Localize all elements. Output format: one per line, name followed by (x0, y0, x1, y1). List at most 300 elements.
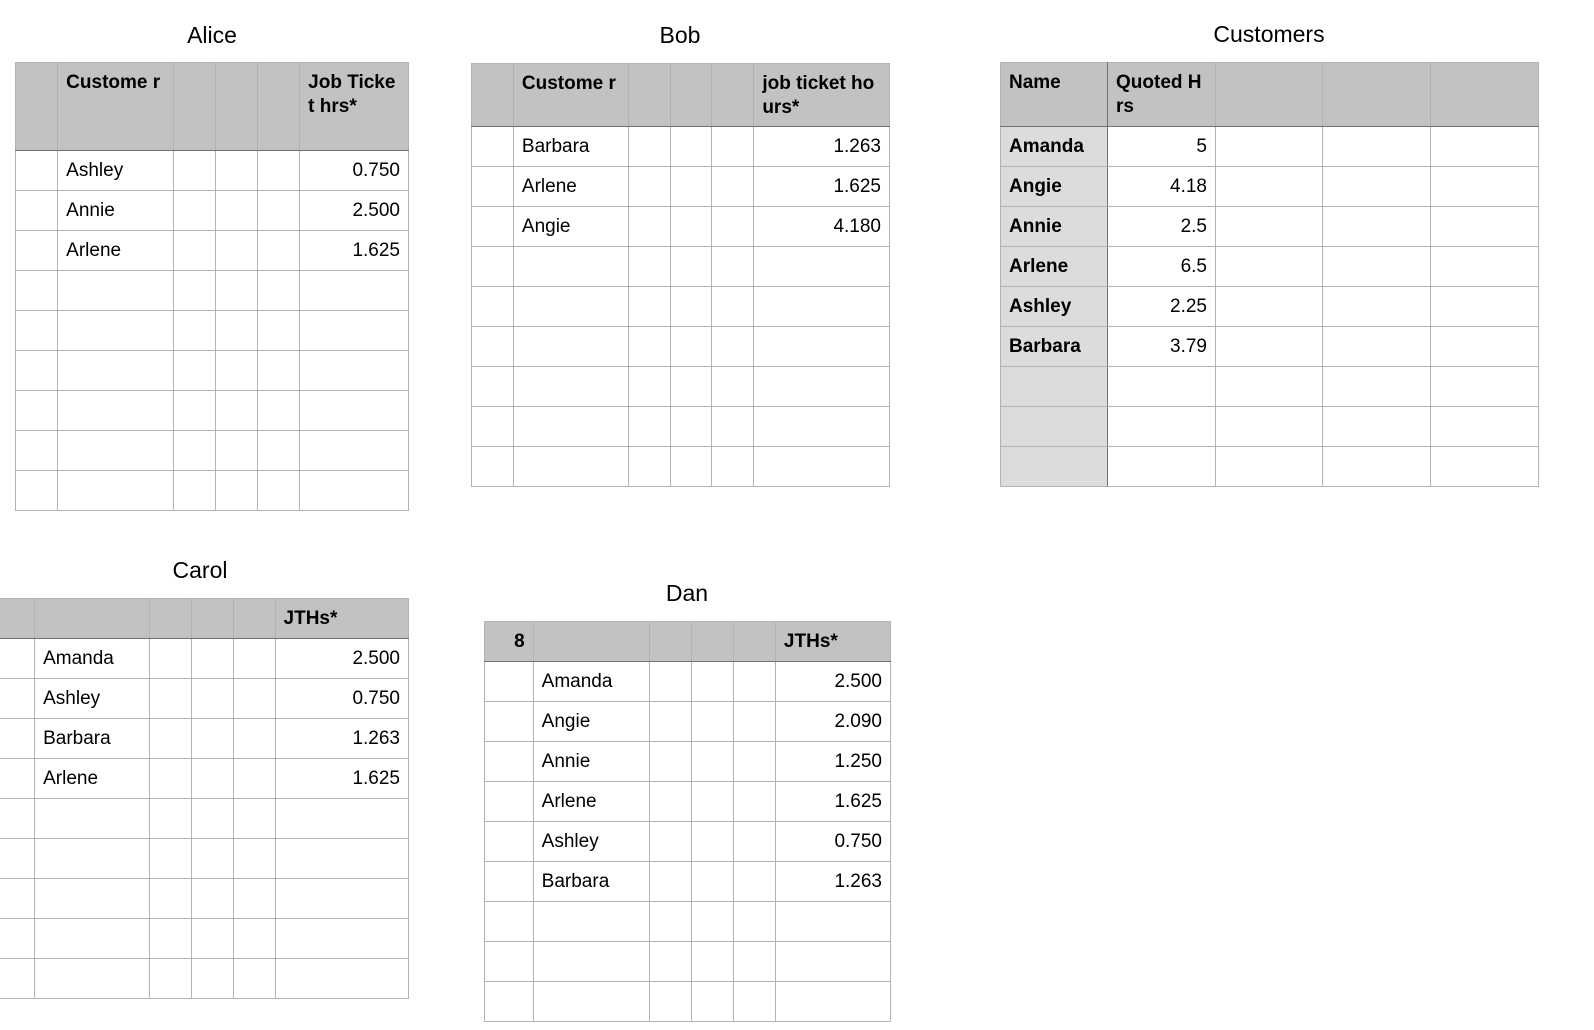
dan-empty-cell[interactable] (733, 782, 775, 822)
carol-customer-cell[interactable]: Amanda (35, 639, 150, 679)
carol-header-row (0, 599, 409, 639)
customers-name-cell[interactable] (1001, 447, 1108, 487)
carol-empty-cell[interactable] (233, 919, 275, 959)
dan-empty-cell[interactable] (691, 942, 733, 982)
carol-empty-cell[interactable] (0, 959, 35, 999)
carol-empty-cell[interactable] (233, 959, 275, 999)
customers-empty-cell[interactable] (1431, 207, 1539, 247)
customers-quoted-cell[interactable] (1108, 447, 1216, 487)
alice-hours-cell[interactable] (300, 311, 409, 351)
carol-empty-cell[interactable] (149, 719, 191, 759)
alice-empty-cell[interactable] (173, 471, 215, 511)
dan-customer-cell[interactable] (533, 982, 649, 1022)
bob-empty-cell[interactable] (712, 407, 754, 447)
bob-hours-cell[interactable] (754, 287, 890, 327)
carol-empty-cell[interactable] (233, 879, 275, 919)
customers-empty-cell[interactable] (1216, 367, 1323, 407)
bob-empty-cell[interactable] (712, 127, 754, 167)
bob-hours-cell[interactable]: 1.263 (754, 127, 890, 167)
carol-hours-cell[interactable] (275, 879, 408, 919)
dan-col-header-3[interactable] (691, 622, 733, 662)
dan-empty-cell[interactable] (733, 942, 775, 982)
bob-col-header-0[interactable] (472, 64, 514, 127)
alice-hours-cell[interactable] (300, 391, 409, 431)
customers-empty-cell[interactable] (1216, 287, 1323, 327)
dan-empty-cell[interactable] (691, 782, 733, 822)
dan-empty-cell[interactable] (733, 982, 775, 1022)
dan-empty-cell[interactable] (485, 782, 534, 822)
alice-hours-cell[interactable] (300, 271, 409, 311)
carol-empty-cell[interactable] (149, 959, 191, 999)
carol-empty-cell[interactable] (0, 759, 35, 799)
customers-col-header-0[interactable]: Name (1001, 63, 1108, 127)
alice-empty-cell[interactable] (215, 271, 257, 311)
customers-name-cell[interactable]: Amanda (1001, 127, 1108, 167)
bob-hours-cell[interactable] (754, 447, 890, 487)
dan-col-header-1[interactable] (533, 622, 649, 662)
carol-empty-cell[interactable] (149, 759, 191, 799)
carol-customer-cell[interactable]: Arlene (35, 759, 150, 799)
dan-empty-cell[interactable] (691, 902, 733, 942)
alice-empty-cell[interactable] (173, 431, 215, 471)
bob-empty-cell[interactable] (670, 447, 712, 487)
bob-title: Bob (659, 22, 701, 48)
dan-col-header-4[interactable] (733, 622, 775, 662)
dan-customer-cell[interactable] (533, 902, 649, 942)
alice-empty-cell[interactable] (215, 391, 257, 431)
bob-empty-cell[interactable] (472, 247, 514, 287)
alice-empty-cell[interactable] (215, 151, 257, 191)
customers-empty-cell[interactable] (1431, 127, 1539, 167)
dan-empty-cell[interactable] (733, 902, 775, 942)
alice-hours-cell[interactable] (300, 471, 409, 511)
bob-empty-cell[interactable] (670, 287, 712, 327)
customers-col-header-2[interactable] (1216, 63, 1323, 127)
carol-hours-cell[interactable] (275, 959, 408, 999)
customers-quoted-cell[interactable]: 2.5 (1108, 207, 1216, 247)
dan-customer-cell[interactable]: Amanda (533, 662, 649, 702)
dan-empty-cell[interactable] (691, 982, 733, 1022)
carol-empty-cell[interactable] (191, 839, 233, 879)
bob-empty-cell[interactable] (712, 287, 754, 327)
dan-empty-cell[interactable] (485, 822, 534, 862)
customers-quoted-cell[interactable]: 6.5 (1108, 247, 1216, 287)
dan-empty-cell[interactable] (649, 662, 691, 702)
alice-empty-cell[interactable] (215, 231, 257, 271)
bob-empty-cell[interactable] (628, 247, 670, 287)
bob-empty-cell[interactable] (670, 127, 712, 167)
dan-customer-cell[interactable]: Angie (533, 702, 649, 742)
dan-empty-cell[interactable] (649, 982, 691, 1022)
alice-table[interactable] (15, 62, 409, 511)
customers-empty-cell[interactable] (1216, 167, 1323, 207)
alice-empty-cell[interactable] (257, 191, 299, 231)
customers-col-header-4[interactable] (1431, 63, 1539, 127)
carol-empty-cell[interactable] (233, 759, 275, 799)
bob-empty-cell[interactable] (670, 367, 712, 407)
bob-table[interactable] (471, 63, 890, 487)
carol-customer-cell[interactable] (35, 799, 150, 839)
alice-empty-cell[interactable] (16, 191, 58, 231)
alice-customer-cell[interactable]: Ashley (58, 151, 173, 191)
dan-empty-cell[interactable] (733, 662, 775, 702)
bob-empty-cell[interactable] (670, 327, 712, 367)
dan-empty-cell[interactable] (733, 822, 775, 862)
alice-hours-cell[interactable]: 1.625 (300, 231, 409, 271)
alice-hours-cell[interactable] (300, 431, 409, 471)
dan-hours-cell[interactable]: 1.625 (775, 782, 890, 822)
dan-empty-cell[interactable] (649, 782, 691, 822)
customers-empty-cell[interactable] (1323, 367, 1431, 407)
customers-name-cell[interactable]: Ashley (1001, 287, 1108, 327)
carol-empty-cell[interactable] (191, 879, 233, 919)
carol-hours-cell[interactable] (275, 799, 408, 839)
bob-empty-cell[interactable] (472, 367, 514, 407)
carol-empty-cell[interactable] (0, 839, 35, 879)
carol-empty-cell[interactable] (149, 879, 191, 919)
alice-empty-cell[interactable] (173, 351, 215, 391)
dan-customer-cell[interactable]: Arlene (533, 782, 649, 822)
dan-empty-cell[interactable] (485, 702, 534, 742)
carol-customer-cell[interactable] (35, 919, 150, 959)
carol-empty-cell[interactable] (233, 679, 275, 719)
carol-empty-cell[interactable] (233, 639, 275, 679)
alice-col-header-4[interactable] (257, 63, 299, 151)
bob-empty-cell[interactable] (628, 447, 670, 487)
alice-customer-cell[interactable] (58, 351, 173, 391)
customers-empty-cell[interactable] (1216, 247, 1323, 287)
dan-hours-cell[interactable]: 0.750 (775, 822, 890, 862)
dan-empty-cell[interactable] (691, 662, 733, 702)
dan-customer-cell[interactable]: Ashley (533, 822, 649, 862)
alice-empty-cell[interactable] (215, 191, 257, 231)
bob-col-header-2[interactable] (628, 64, 670, 127)
alice-empty-cell[interactable] (215, 431, 257, 471)
customers-empty-cell[interactable] (1431, 247, 1539, 287)
dan-empty-cell[interactable] (649, 862, 691, 902)
bob-empty-cell[interactable] (712, 207, 754, 247)
carol-col-header-5[interactable]: JTHs* (275, 599, 408, 639)
customers-quoted-cell[interactable]: 3.79 (1108, 327, 1216, 367)
carol-col-header-3[interactable] (191, 599, 233, 639)
bob-customer-cell[interactable] (513, 447, 628, 487)
carol-empty-cell[interactable] (0, 879, 35, 919)
bob-customer-cell[interactable] (513, 287, 628, 327)
bob-customer-cell[interactable] (513, 367, 628, 407)
customers-name-cell[interactable]: Barbara (1001, 327, 1108, 367)
bob-empty-cell[interactable] (472, 287, 514, 327)
alice-col-header-2[interactable] (173, 63, 215, 151)
alice-customer-cell[interactable]: Arlene (58, 231, 173, 271)
carol-empty-cell[interactable] (191, 959, 233, 999)
carol-hours-cell[interactable]: 1.263 (275, 719, 408, 759)
bob-col-header-3[interactable] (670, 64, 712, 127)
carol-empty-cell[interactable] (191, 719, 233, 759)
bob-empty-cell[interactable] (628, 327, 670, 367)
carol-table[interactable] (0, 598, 409, 999)
bob-empty-cell[interactable] (628, 287, 670, 327)
dan-empty-cell[interactable] (485, 862, 534, 902)
customers-name-cell[interactable]: Arlene (1001, 247, 1108, 287)
dan-hours-cell[interactable]: 1.263 (775, 862, 890, 902)
carol-hours-cell[interactable] (275, 919, 408, 959)
dan-empty-cell[interactable] (485, 982, 534, 1022)
alice-empty-cell[interactable] (16, 271, 58, 311)
carol-hours-cell[interactable]: 0.750 (275, 679, 408, 719)
customers-empty-cell[interactable] (1323, 327, 1431, 367)
alice-empty-cell[interactable] (257, 391, 299, 431)
carol-empty-cell[interactable] (233, 839, 275, 879)
bob-empty-cell[interactable] (472, 327, 514, 367)
dan-empty-cell[interactable] (485, 902, 534, 942)
customers-empty-cell[interactable] (1216, 407, 1323, 447)
carol-hours-cell[interactable]: 1.625 (275, 759, 408, 799)
alice-empty-cell[interactable] (257, 231, 299, 271)
bob-customer-cell[interactable] (513, 407, 628, 447)
alice-empty-cell[interactable] (173, 271, 215, 311)
alice-empty-cell[interactable] (173, 231, 215, 271)
alice-col-header-0[interactable] (16, 63, 58, 151)
customers-empty-cell[interactable] (1323, 407, 1431, 447)
bob-empty-cell[interactable] (628, 127, 670, 167)
dan-table[interactable] (484, 621, 891, 1022)
alice-customer-cell[interactable] (58, 431, 173, 471)
dan-empty-cell[interactable] (733, 702, 775, 742)
alice-empty-cell[interactable] (173, 311, 215, 351)
bob-customer-cell[interactable] (513, 327, 628, 367)
bob-empty-cell[interactable] (472, 167, 514, 207)
customers-col-header-3[interactable] (1323, 63, 1431, 127)
alice-col-header-3[interactable] (215, 63, 257, 151)
carol-empty-cell[interactable] (0, 639, 35, 679)
carol-empty-cell[interactable] (233, 799, 275, 839)
dan-hours-cell[interactable]: 2.500 (775, 662, 890, 702)
bob-empty-cell[interactable] (472, 207, 514, 247)
carol-empty-cell[interactable] (191, 679, 233, 719)
dan-empty-cell[interactable] (691, 862, 733, 902)
carol-empty-cell[interactable] (149, 679, 191, 719)
carol-col-header-2[interactable] (149, 599, 191, 639)
alice-empty-cell[interactable] (215, 351, 257, 391)
bob-hours-cell[interactable]: 4.180 (754, 207, 890, 247)
customers-empty-cell[interactable] (1431, 367, 1539, 407)
bob-hours-cell[interactable] (754, 247, 890, 287)
alice-empty-cell[interactable] (16, 351, 58, 391)
bob-customer-cell[interactable]: Arlene (513, 167, 628, 207)
customers-empty-cell[interactable] (1431, 167, 1539, 207)
alice-empty-cell[interactable] (257, 471, 299, 511)
dan-empty-cell[interactable] (733, 862, 775, 902)
bob-customer-cell[interactable]: Barbara (513, 127, 628, 167)
alice-empty-cell[interactable] (16, 151, 58, 191)
alice-empty-cell[interactable] (215, 471, 257, 511)
bob-empty-cell[interactable] (712, 247, 754, 287)
bob-col-header-5[interactable]: job ticket hours* (754, 64, 890, 127)
customers-name-cell[interactable] (1001, 407, 1108, 447)
customers-empty-cell[interactable] (1216, 327, 1323, 367)
alice-empty-cell[interactable] (16, 391, 58, 431)
dan-empty-cell[interactable] (649, 702, 691, 742)
carol-empty-cell[interactable] (149, 639, 191, 679)
customers-quoted-cell[interactable]: 5 (1108, 127, 1216, 167)
customers-quoted-cell[interactable] (1108, 407, 1216, 447)
customers-col-header-1[interactable]: Quoted Hrs (1108, 63, 1216, 127)
bob-customer-cell[interactable] (513, 247, 628, 287)
carol-customer-cell[interactable] (35, 959, 150, 999)
carol-empty-cell[interactable] (0, 679, 35, 719)
dan-hours-cell[interactable]: 1.250 (775, 742, 890, 782)
alice-customer-cell[interactable] (58, 391, 173, 431)
bob-empty-cell[interactable] (472, 407, 514, 447)
alice-empty-cell[interactable] (173, 391, 215, 431)
customers-quoted-cell[interactable]: 2.25 (1108, 287, 1216, 327)
customers-empty-cell[interactable] (1323, 287, 1431, 327)
customers-empty-cell[interactable] (1431, 407, 1539, 447)
carol-empty-cell[interactable] (191, 799, 233, 839)
bob-col-header-1[interactable]: Custome r (513, 64, 628, 127)
customers-empty-cell[interactable] (1323, 447, 1431, 487)
bob-hours-cell[interactable] (754, 367, 890, 407)
alice-empty-cell[interactable] (173, 191, 215, 231)
alice-hours-cell[interactable]: 0.750 (300, 151, 409, 191)
bob-empty-cell[interactable] (712, 167, 754, 207)
carol-col-header-1[interactable] (35, 599, 150, 639)
customers-empty-cell[interactable] (1431, 447, 1539, 487)
dan-hours-cell[interactable] (775, 982, 890, 1022)
carol-empty-cell[interactable] (191, 639, 233, 679)
alice-empty-cell[interactable] (16, 311, 58, 351)
customers-quoted-cell[interactable]: 4.18 (1108, 167, 1216, 207)
carol-empty-cell[interactable] (149, 839, 191, 879)
alice-empty-cell[interactable] (257, 351, 299, 391)
customers-quoted-cell[interactable] (1108, 367, 1216, 407)
customers-table[interactable] (1000, 62, 1539, 487)
bob-empty-cell[interactable] (670, 407, 712, 447)
dan-empty-cell[interactable] (649, 902, 691, 942)
dan-empty-cell[interactable] (691, 822, 733, 862)
table-row (472, 327, 890, 367)
dan-empty-cell[interactable] (485, 662, 534, 702)
dan-hours-cell[interactable]: 2.090 (775, 702, 890, 742)
customers-empty-cell[interactable] (1216, 127, 1323, 167)
bob-empty-cell[interactable] (628, 367, 670, 407)
dan-empty-cell[interactable] (649, 822, 691, 862)
dan-empty-cell[interactable] (733, 742, 775, 782)
dan-empty-cell[interactable] (485, 742, 534, 782)
dan-hours-cell[interactable] (775, 902, 890, 942)
bob-empty-cell[interactable] (670, 167, 712, 207)
dan-col-header-5[interactable]: JTHs* (775, 622, 890, 662)
carol-hours-cell[interactable]: 2.500 (275, 639, 408, 679)
alice-empty-cell[interactable] (16, 471, 58, 511)
alice-empty-cell[interactable] (173, 151, 215, 191)
alice-col-header-1[interactable]: Custome r (58, 63, 173, 151)
alice-empty-cell[interactable] (215, 311, 257, 351)
carol-customer-cell[interactable] (35, 879, 150, 919)
alice-customer-cell[interactable] (58, 471, 173, 511)
alice-empty-cell[interactable] (257, 151, 299, 191)
carol-col-header-0[interactable] (0, 599, 35, 639)
bob-customer-cell[interactable]: Angie (513, 207, 628, 247)
carol-col-header-4[interactable] (233, 599, 275, 639)
alice-col-header-5[interactable]: Job Ticket hrs* (300, 63, 409, 151)
bob-empty-cell[interactable] (472, 127, 514, 167)
table-row (16, 271, 409, 311)
carol-empty-cell[interactable] (149, 799, 191, 839)
alice-hours-cell[interactable]: 2.500 (300, 191, 409, 231)
dan-empty-cell[interactable] (691, 702, 733, 742)
alice-hours-cell[interactable] (300, 351, 409, 391)
bob-empty-cell[interactable] (628, 207, 670, 247)
dan-empty-cell[interactable] (649, 742, 691, 782)
alice-customer-cell[interactable] (58, 311, 173, 351)
bob-hours-cell[interactable] (754, 327, 890, 367)
bob-empty-cell[interactable] (712, 327, 754, 367)
alice-customer-cell[interactable] (58, 271, 173, 311)
bob-hours-cell[interactable]: 1.625 (754, 167, 890, 207)
bob-hours-cell[interactable] (754, 407, 890, 447)
bob-empty-cell[interactable] (628, 167, 670, 207)
customers-name-cell[interactable]: Annie (1001, 207, 1108, 247)
bob-empty-cell[interactable] (670, 207, 712, 247)
customers-empty-cell[interactable] (1323, 247, 1431, 287)
carol-empty-cell[interactable] (233, 719, 275, 759)
carol-empty-cell[interactable] (0, 799, 35, 839)
alice-empty-cell[interactable] (16, 431, 58, 471)
carol-empty-cell[interactable] (191, 919, 233, 959)
bob-col-header-4[interactable] (712, 64, 754, 127)
alice-customer-cell[interactable]: Annie (58, 191, 173, 231)
bob-empty-cell[interactable] (712, 367, 754, 407)
carol-customer-cell[interactable]: Ashley (35, 679, 150, 719)
bob-empty-cell[interactable] (670, 247, 712, 287)
customers-empty-cell[interactable] (1431, 287, 1539, 327)
alice-empty-cell[interactable] (257, 271, 299, 311)
dan-customer-cell[interactable]: Barbara (533, 862, 649, 902)
bob-empty-cell[interactable] (472, 447, 514, 487)
customers-name-cell[interactable] (1001, 367, 1108, 407)
table-row (485, 742, 891, 782)
carol-empty-cell[interactable] (0, 919, 35, 959)
dan-hours-cell[interactable] (775, 942, 890, 982)
customers-name-cell[interactable]: Angie (1001, 167, 1108, 207)
dan-col-header-0[interactable]: 8 (485, 622, 534, 662)
carol-customer-cell[interactable] (35, 839, 150, 879)
customers-empty-cell[interactable] (1216, 447, 1323, 487)
customers-empty-cell[interactable] (1216, 207, 1323, 247)
customers-empty-cell[interactable] (1323, 167, 1431, 207)
alice-empty-cell[interactable] (257, 431, 299, 471)
dan-customer-cell[interactable]: Annie (533, 742, 649, 782)
dan-empty-cell[interactable] (485, 942, 534, 982)
customers-empty-cell[interactable] (1323, 127, 1431, 167)
carol-customer-cell[interactable]: Barbara (35, 719, 150, 759)
carol-hours-cell[interactable] (275, 839, 408, 879)
dan-empty-cell[interactable] (649, 942, 691, 982)
bob-empty-cell[interactable] (628, 407, 670, 447)
dan-customer-cell[interactable] (533, 942, 649, 982)
customers-empty-cell[interactable] (1431, 327, 1539, 367)
carol-empty-cell[interactable] (149, 919, 191, 959)
customers-empty-cell[interactable] (1323, 207, 1431, 247)
alice-empty-cell[interactable] (257, 311, 299, 351)
bob-empty-cell[interactable] (712, 447, 754, 487)
alice-empty-cell[interactable] (16, 231, 58, 271)
dan-col-header-2[interactable] (649, 622, 691, 662)
carol-empty-cell[interactable] (0, 719, 35, 759)
carol-empty-cell[interactable] (191, 759, 233, 799)
dan-empty-cell[interactable] (691, 742, 733, 782)
